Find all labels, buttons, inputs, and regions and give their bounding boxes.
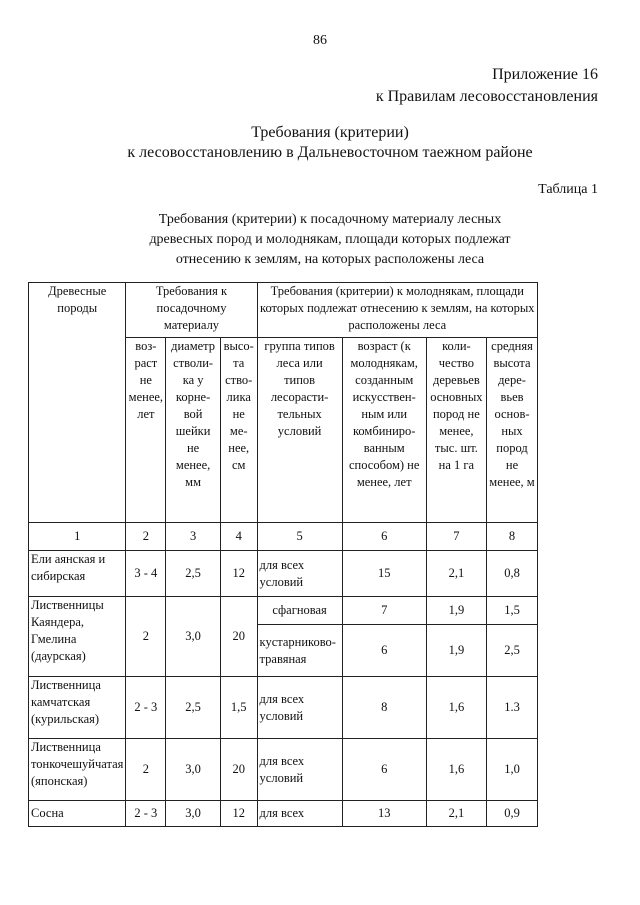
cell-height: 12 [220,551,257,597]
cell-tree-count: 2,1 [426,551,486,597]
cell-young-age: 15 [342,551,426,597]
cell-diameter: 3,0 [166,597,221,677]
cell-avg-height: 1,5 [487,597,538,625]
cell-avg-height: 0,9 [487,801,538,827]
header-age: воз-раст не менее, лет [126,338,166,523]
cell-forest-type: сфагновая [257,597,342,625]
col-number: 3 [166,523,221,551]
cell-diameter: 2,5 [166,551,221,597]
col-number: 2 [126,523,166,551]
cell-species: Лиственница тонкочешуйчатая (японская) [29,739,126,801]
col-number: 4 [220,523,257,551]
page-number: 86 [313,33,327,48]
col-number: 7 [426,523,486,551]
header-height: высо-та ство-лика не ме-нее, см [220,338,257,523]
col-number: 8 [487,523,538,551]
cell-species: Сосна [29,801,126,827]
cell-height: 1,5 [220,677,257,739]
header-young-stands: Требования (критерии) к молоднякам, площади которых подлежат отнесению к землям, на которых расположены леса [257,283,537,338]
table-row [29,597,538,625]
col-number: 5 [257,523,342,551]
header-diameter: диаметр стволи-ка у корне-вой шейки не менее, мм [166,338,221,523]
cell-tree-count: 1,6 [426,677,486,739]
cell-tree-count: 2,1 [426,801,486,827]
table-row [29,551,538,597]
cell-species: Лиственница камчатская (курильская) [29,677,126,739]
caption-line-1: Требования (критерии) к посадочному материалу лесных [158,212,502,227]
table-row [29,739,538,801]
table-row [29,523,538,551]
cell-young-age: 8 [342,677,426,739]
cell-forest-type: для всех условий [257,739,342,801]
cell-height: 20 [220,739,257,801]
header-young-age: возраст (к молоднякам, созданным искусствен-ным или комбиниро-ванным способом) не менее, лет [342,338,426,523]
header-planting-material: Требования к посадочному материалу [126,283,257,338]
cell-age: 2 [126,739,166,801]
table-row [29,801,538,827]
caption-line-3: отнесению к землям, на которых расположены леса [175,252,485,267]
header-avg-height: средняя высота дере-вьев основ-ных пород не менее, м [487,338,538,523]
cell-avg-height: 1.3 [487,677,538,739]
cell-age: 2 - 3 [126,801,166,827]
appendix-line-1: Приложение 16 [492,66,598,83]
table-label: Таблица 1 [538,182,598,197]
cell-age: 3 - 4 [126,551,166,597]
cell-diameter: 3,0 [166,801,221,827]
caption-line-2: древесных пород и молоднякам, площади которых подлежат [149,232,511,247]
cell-height: 12 [220,801,257,827]
cell-forest-type: для всех условий [257,677,342,739]
requirements-table [28,282,538,827]
table-row [29,677,538,739]
cell-young-age: 7 [342,597,426,625]
appendix-line-2: к Правилам лесовосстановления [375,88,598,105]
cell-tree-count: 1,9 [426,597,486,625]
title-line-2: к лесовосстановлению в Дальневосточном таежном районе [127,144,533,161]
cell-species: Лиственницы Каяндера, Гмелина (даурская) [29,597,126,677]
cell-tree-count: 1,6 [426,739,486,801]
cell-species: Ели аянская и сибирская [29,551,126,597]
header-species: Древесные породы [29,283,126,523]
col-number: 6 [342,523,426,551]
cell-forest-type: для всех [257,801,342,827]
header-tree-count: коли-чество деревьев основных пород не менее, тыс. шт. на 1 га [426,338,486,523]
cell-young-age: 6 [342,739,426,801]
col-number: 1 [29,523,126,551]
cell-tree-count: 1,9 [426,625,486,677]
title-line-1: Требования (критерии) [251,124,409,141]
cell-avg-height: 0,8 [487,551,538,597]
cell-avg-height: 1,0 [487,739,538,801]
header-forest-type: группа типов леса или типов лесорасти-тельных условий [257,338,342,523]
cell-forest-type: кустарниково-травяная [257,625,342,677]
cell-diameter: 3,0 [166,739,221,801]
cell-young-age: 6 [342,625,426,677]
cell-age: 2 [126,597,166,677]
cell-age: 2 - 3 [126,677,166,739]
cell-young-age: 13 [342,801,426,827]
cell-forest-type: для всех условий [257,551,342,597]
cell-height: 20 [220,597,257,677]
cell-diameter: 2,5 [166,677,221,739]
cell-avg-height: 2,5 [487,625,538,677]
